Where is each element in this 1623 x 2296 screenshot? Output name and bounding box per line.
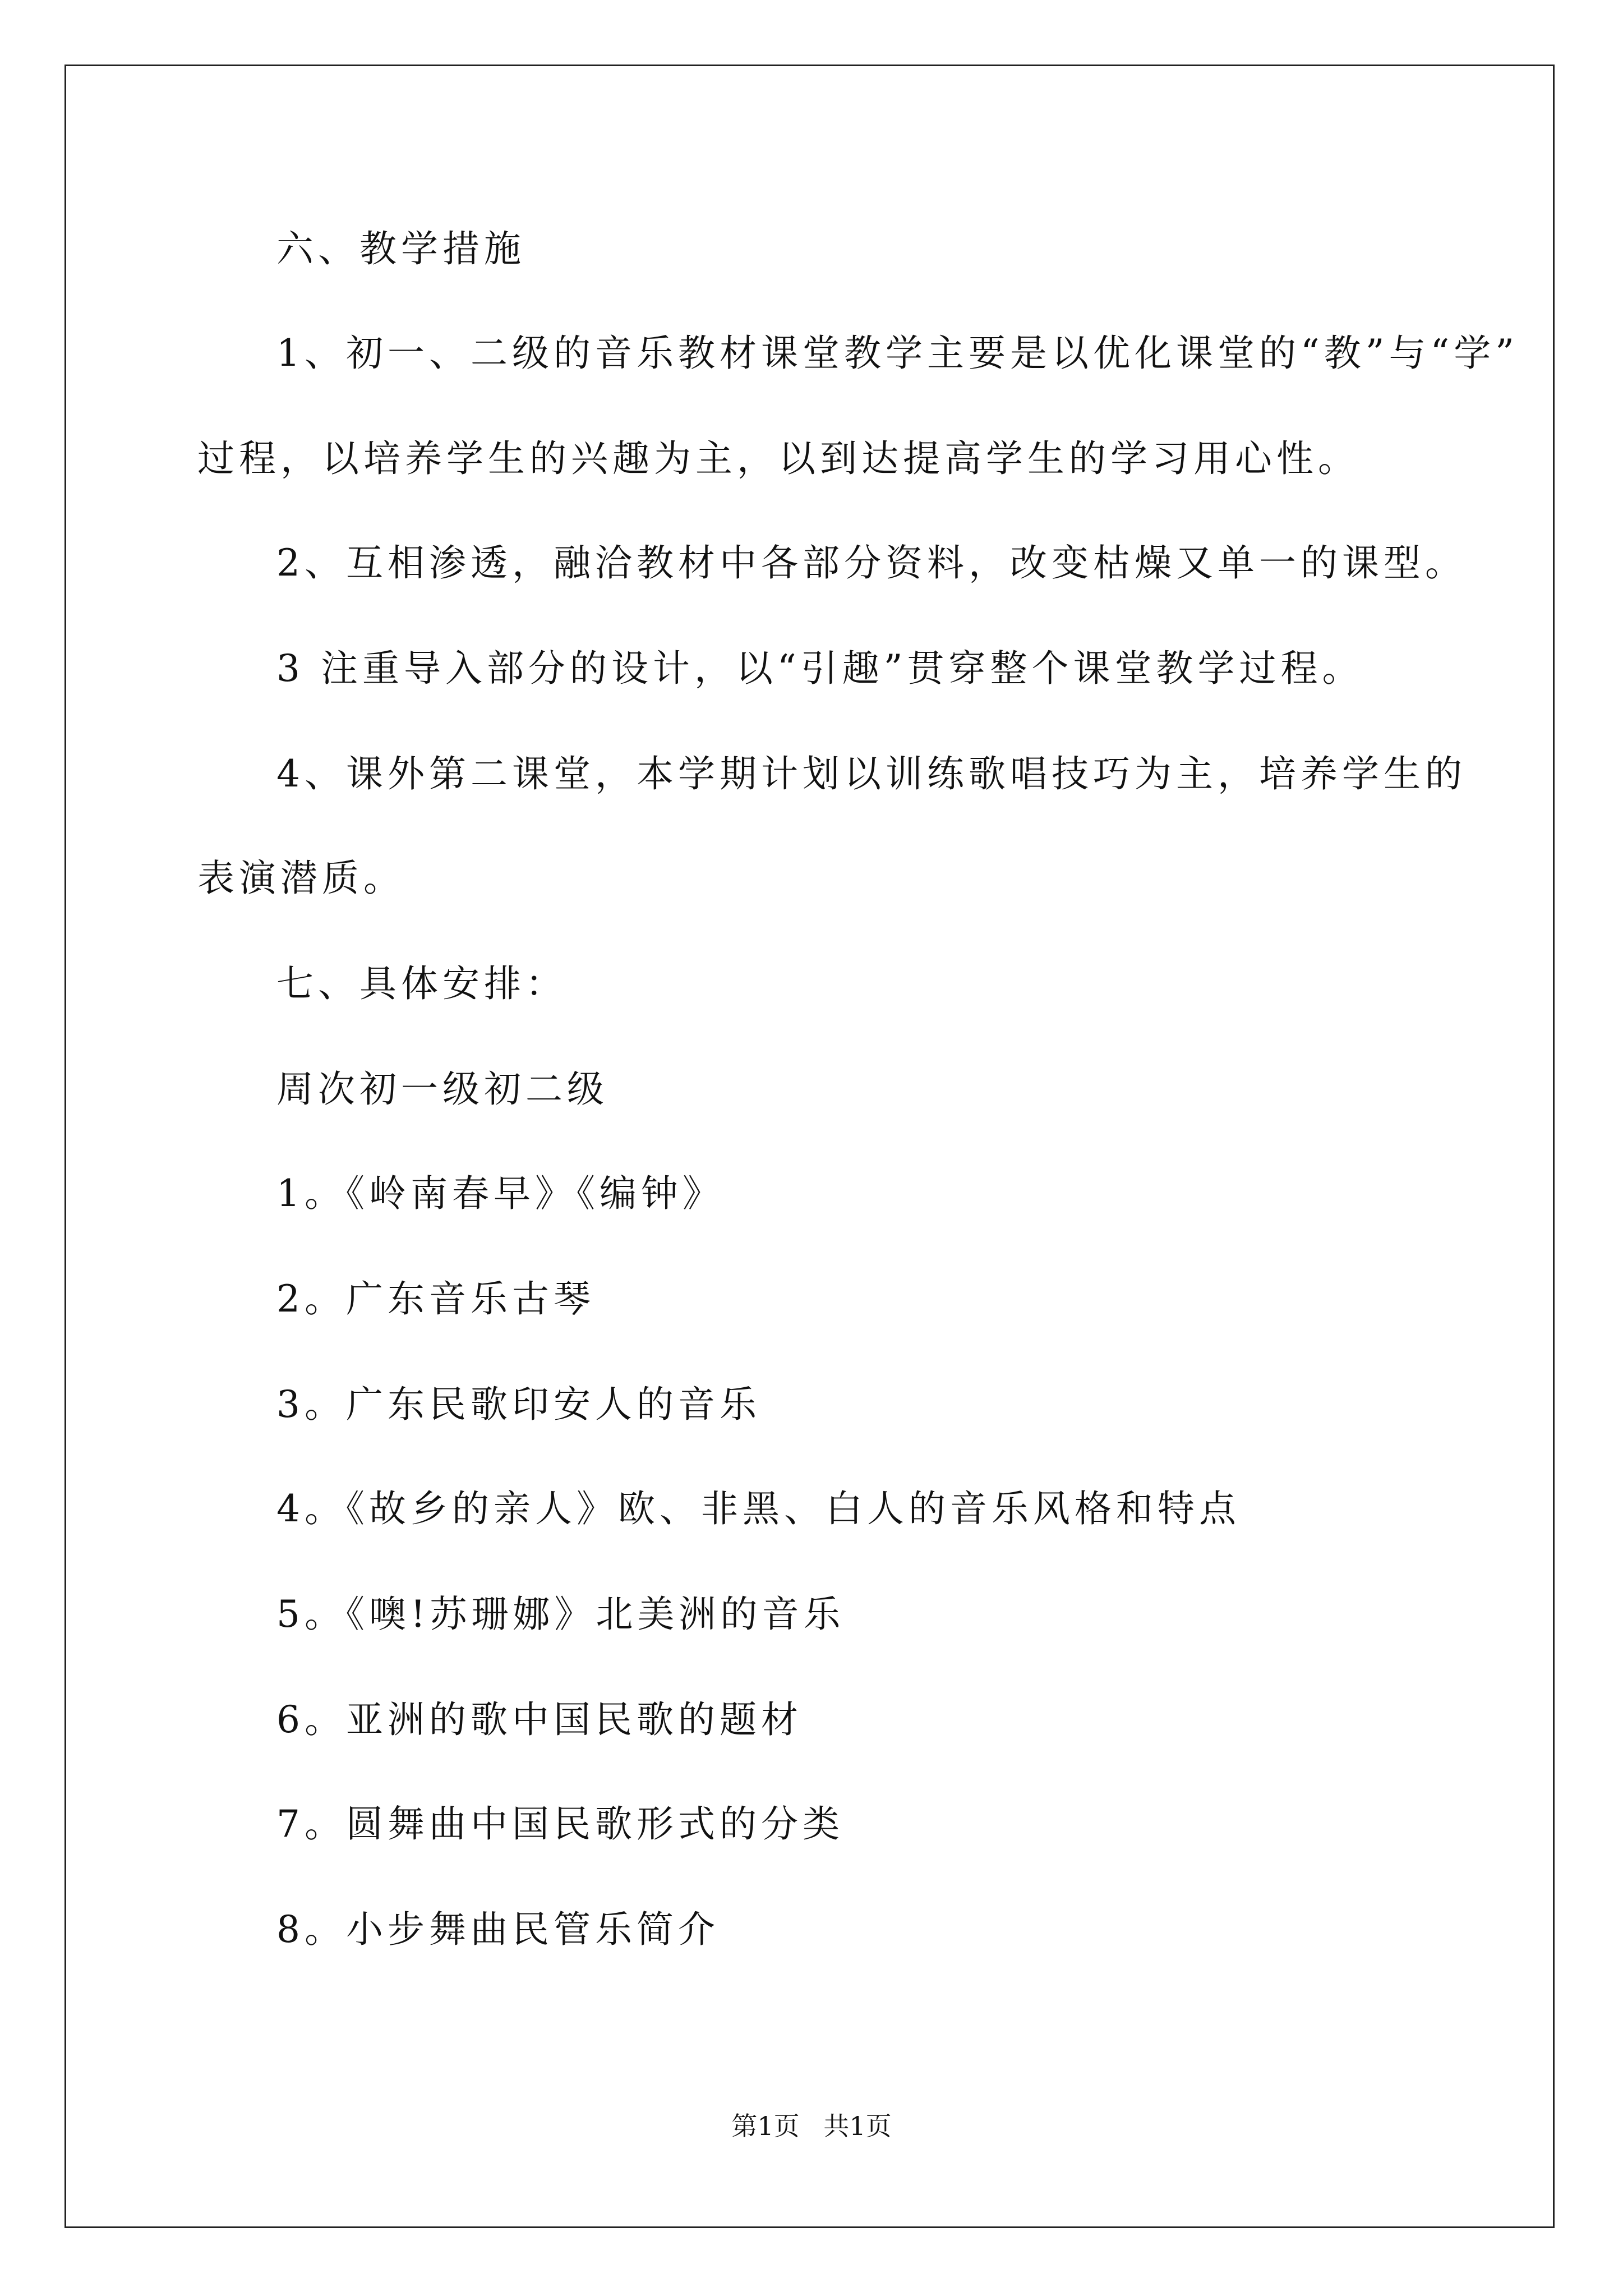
schedule-item-8: 8。小步舞曲民管乐简介 [276,1908,720,1951]
schedule-item-4: 4。《故乡的亲人》欧、非黑、白人的音乐风格和特点 [276,1487,1241,1530]
paragraph-measure-3: 3 注重导入部分的设计，以“引趣”贯穿整个课堂教学过程。 [276,647,1364,690]
paragraph-measure-2: 2、互相渗透，融洽教材中各部分资料，改变枯燥又单一的课型。 [276,541,1467,585]
paragraph-measure-1-line-2: 过程，以培养学生的兴趣为主，以到达提高学生的学习用心性。 [197,437,1359,480]
section-heading-teaching-measures: 六、教学措施 [276,227,525,270]
paragraph-measure-1-line-1: 1、初一、二级的音乐教材课堂教学主要是以优化课堂的“教”与“学” [276,332,1519,375]
schedule-item-6: 6。亚洲的歌中国民歌的题材 [276,1698,803,1741]
paragraph-measure-4-line-2: 表演潜质。 [197,857,405,900]
page-border [64,65,1555,2228]
schedule-item-7: 7。圆舞曲中国民歌形式的分类 [276,1802,844,1846]
schedule-header: 周次初一级初二级 [276,1068,608,1111]
schedule-item-2: 2。广东音乐古琴 [276,1277,595,1320]
schedule-item-5: 5。《噢!苏珊娜》北美洲的音乐 [276,1593,845,1636]
schedule-item-1: 1。《岭南春早》《编钟》 [276,1172,724,1215]
page-number-current: 第1页 [731,2111,800,2141]
paragraph-measure-4-line-1: 4、课外第二课堂，本学期计划以训练歌唱技巧为主，培养学生的 [276,752,1467,795]
schedule-item-3: 3。广东民歌印安人的音乐 [276,1383,761,1426]
section-heading-schedule: 七、具体安排： [276,962,567,1005]
page-number-total: 共1页 [823,2111,892,2141]
page-footer [0,2109,1623,2143]
